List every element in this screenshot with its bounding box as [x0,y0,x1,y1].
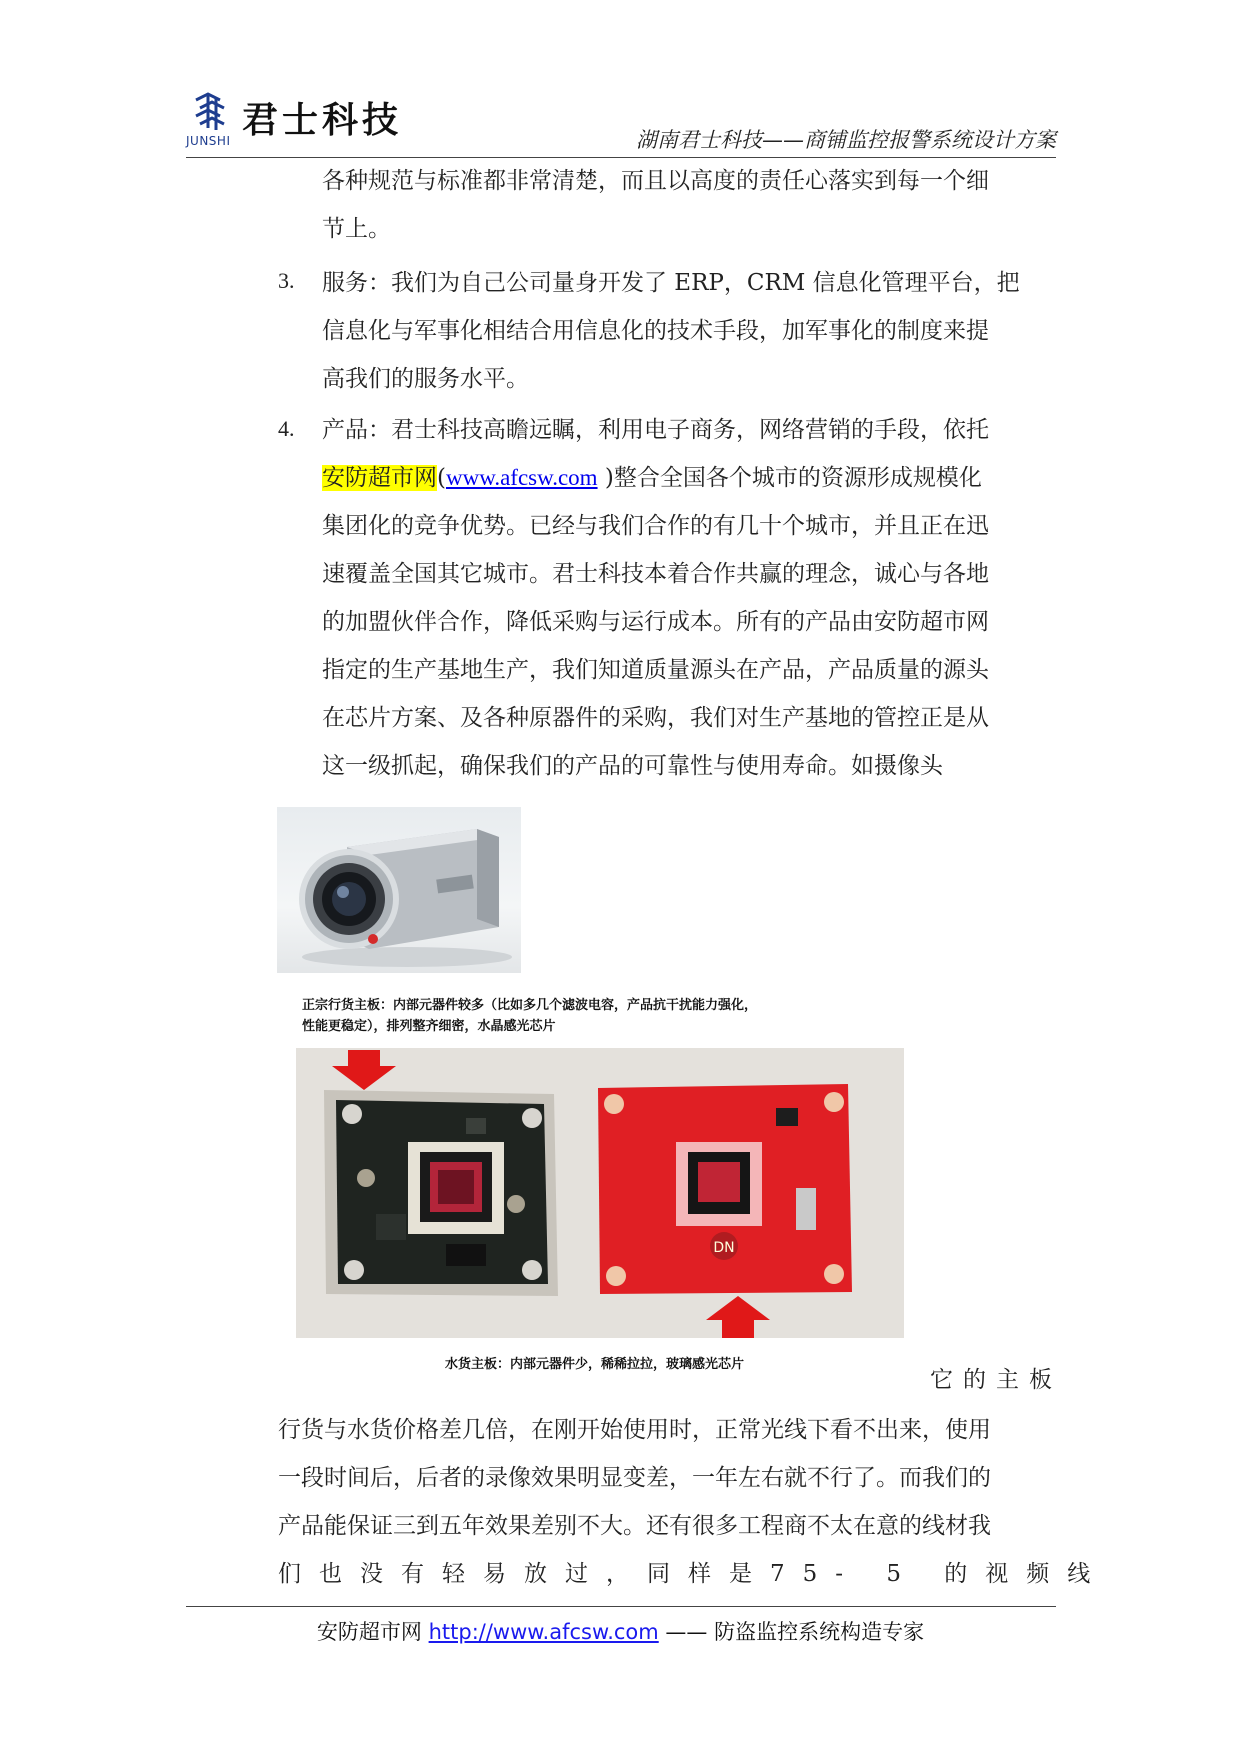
text-line: 在芯片方案、及各种原器件的采购，我们对生产基地的管控正是从 [322,705,989,731]
text-line: 产品：君士科技高瞻远瞩，利用电子商务，网络营销的手段，依托 [322,417,989,443]
text-line: 们也没有轻易放过，同样是75- 5 的视频线 [278,1561,1109,1587]
counterfeit-board-caption: 水货主板：内部元器件少，稀稀拉拉，玻璃感光芯片 [445,1357,745,1372]
text-line: 各种规范与标准都非常清楚，而且以高度的责任心落实到每一个细 [322,168,989,194]
junshi-logo-icon [190,90,232,132]
list-item-service [322,259,1056,403]
caption-line: 性能更稳定），排列整齐细密，水晶感光芯片 [302,1019,556,1034]
text-line: 节上。 [322,216,391,242]
text-line: 行货与水货价格差几倍，在刚开始使用时，正常光线下看不出来，使用 [278,1417,991,1443]
continued-paragraph [322,157,1056,253]
footer-prefix: 安防超市网 [316,1620,429,1644]
page-header [186,86,1056,160]
company-logo [186,86,406,150]
text-line: 高我们的服务水平。 [322,366,529,392]
text-segment: )整合全国各个城市的资源形成规模化 [597,465,982,491]
text-line: 服务：我们为自己公司量身开发了 ERP，CRM 信息化管理平台，把 [322,270,1020,296]
list-number: 4. [278,416,295,441]
document-title: 湖南君士科技——商铺监控报警系统设计方案 [636,128,1056,152]
afcsw-link[interactable]: www.afcsw.com [445,465,598,490]
text-line: 这一级抓起，确保我们的产品的可靠性与使用寿命。如摄像头 [322,753,943,779]
footer-divider [186,1606,1056,1607]
text-segment: 它的主板 [930,1367,1062,1393]
circuit-board-photo [296,1048,904,1338]
page-footer [0,1616,1241,1646]
camera-photo [277,807,521,973]
highlighted-site-name: 安防超市网 [322,465,437,491]
closing-paragraph [278,1406,1109,1598]
list-item-product [322,406,1056,790]
footer-suffix: —— 防盗监控系统构造专家 [658,1620,925,1644]
text-line: 速覆盖全国其它城市。君士科技本着合作共赢的理念，诚心与各地 [322,561,989,587]
text-line: 的加盟伙伴合作，降低采购与运行成本。所有的产品由安防超市网 [322,609,989,635]
text-line: 一段时间后，后者的录像效果明显变差，一年左右就不行了。而我们的 [278,1465,991,1491]
list-number: 3. [278,268,295,293]
caption-line: 正宗行货主板：内部元器件较多（比如多几个滤波电容，产品抗干扰能力强化， [302,998,758,1013]
text-line [322,454,1056,502]
text-line: 信息化与军事化相结合用信息化的技术手段，加军事化的制度来提 [322,318,989,344]
board-chip-label: DN [713,1240,735,1256]
paren-open: ( [437,465,446,491]
text-line: 集团化的竞争优势。已经与我们合作的有几十个城市，并且正在迅 [322,513,989,539]
circuit-board-illustration [296,1048,904,1338]
logo-subtitle: JUNSHI [186,134,231,148]
text-line: 产品能保证三到五年效果差别不大。还有很多工程商不太在意的线材我 [278,1513,991,1539]
footer-link[interactable]: http://www.afcsw.com [428,1620,659,1644]
logo-name: 君士科技 [242,99,403,141]
genuine-board-caption [302,995,757,1037]
camera-illustration [277,807,521,973]
text-line: 指定的生产基地生产，我们知道质量源头在产品，产品质量的源头 [322,657,989,683]
